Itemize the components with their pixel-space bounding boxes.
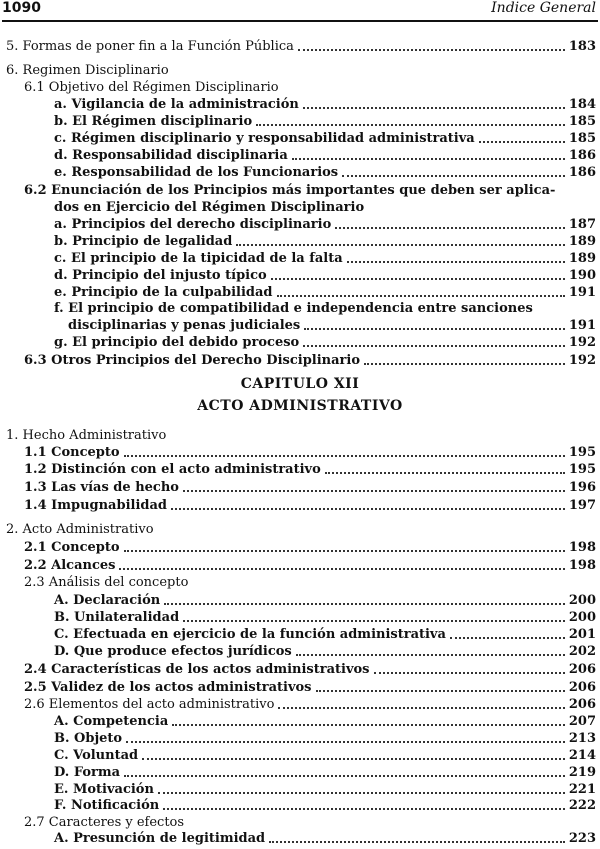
toc-entry bbox=[54, 747, 596, 765]
dot-leader bbox=[126, 730, 565, 743]
toc-entry-page: 196 bbox=[568, 480, 596, 495]
toc-entry-page: 222 bbox=[568, 798, 596, 813]
toc-entry-page: 186 bbox=[568, 148, 596, 163]
toc-entry-label: A. Declaración bbox=[54, 593, 161, 608]
toc-subheading: 2.3 Análisis del concepto bbox=[24, 575, 189, 590]
toc-entry-label: A. Competencia bbox=[54, 714, 169, 729]
toc-entry-page: 183 bbox=[568, 39, 596, 54]
toc-entry bbox=[54, 626, 596, 644]
dot-leader bbox=[298, 38, 565, 51]
dot-leader bbox=[183, 609, 565, 622]
toc-entry-label: 1.1 Concepto bbox=[24, 445, 120, 460]
dot-leader bbox=[163, 797, 565, 810]
toc-entry-page: 201 bbox=[568, 627, 596, 642]
toc-entry-label: c. Régimen disciplinario y responsabilidad administrativa bbox=[54, 131, 475, 146]
toc-entry-page: 214 bbox=[568, 748, 596, 763]
dot-leader bbox=[269, 830, 565, 843]
toc-entry bbox=[24, 696, 596, 714]
toc-entry bbox=[24, 352, 596, 370]
toc-entry-page: 223 bbox=[568, 831, 596, 846]
toc-entry-label: b. Principio de legalidad bbox=[54, 234, 233, 249]
dot-leader bbox=[364, 352, 565, 365]
toc-entry bbox=[54, 130, 596, 148]
toc-entry-label: 1.2 Distinción con el acto administrativo bbox=[24, 462, 321, 477]
toc-entry bbox=[24, 679, 596, 697]
toc-entry bbox=[54, 147, 596, 165]
toc-entry-label: A. Presunción de legitimidad bbox=[54, 831, 266, 846]
toc-entry-page: 221 bbox=[568, 782, 596, 797]
toc-subheading-continuation: dos en Ejercicio del Régimen Disciplinario bbox=[54, 200, 365, 215]
dot-leader bbox=[479, 130, 565, 143]
dot-leader bbox=[183, 479, 565, 492]
toc-entry-page: 206 bbox=[568, 697, 596, 712]
dot-leader bbox=[124, 764, 565, 777]
toc-subheading: 2.7 Caracteres y efectos bbox=[24, 815, 185, 830]
toc-entry-label-continuation: disciplinarias y penas judiciales bbox=[68, 318, 301, 333]
toc-entry bbox=[54, 267, 596, 285]
toc-entry-page: 195 bbox=[568, 445, 596, 460]
toc-entry-label: F. Notificación bbox=[54, 798, 160, 813]
toc-entry bbox=[6, 38, 596, 56]
toc-entry-label: e. Responsabilidad de los Funcionarios bbox=[54, 165, 339, 180]
toc-entry-label: 2.6 Elementos del acto administrativo bbox=[24, 697, 275, 712]
dot-leader bbox=[325, 461, 565, 474]
toc-entry bbox=[54, 830, 596, 848]
page-number: 1090 bbox=[2, 0, 41, 16]
dot-leader bbox=[347, 250, 565, 263]
toc-entry bbox=[54, 643, 596, 661]
toc-entry-label: C. Voluntad bbox=[54, 748, 139, 763]
running-title: Indice General bbox=[491, 0, 596, 16]
toc-entry bbox=[24, 661, 596, 679]
toc-entry-page: 200 bbox=[568, 610, 596, 625]
toc-entry-label: b. El Régimen disciplinario bbox=[54, 114, 253, 129]
toc-entry bbox=[24, 557, 596, 575]
dot-leader bbox=[335, 216, 565, 229]
toc-subheading: 6.1 Objetivo del Régimen Disciplinario bbox=[24, 80, 279, 95]
dot-leader bbox=[171, 497, 565, 510]
toc-entry bbox=[54, 764, 596, 782]
toc-entry-label: C. Efectuada en ejercicio de la función administrativa bbox=[54, 627, 446, 642]
toc-entry-label: 5. Formas de poner fin a la Función Pública bbox=[6, 39, 294, 54]
toc-entry-page: 206 bbox=[568, 680, 596, 695]
toc-entry-page: 189 bbox=[568, 251, 596, 266]
toc-entry bbox=[54, 797, 596, 815]
dot-leader bbox=[124, 539, 565, 552]
toc-entry-label: 2.2 Alcances bbox=[24, 558, 116, 573]
dot-leader bbox=[256, 113, 565, 126]
dot-leader bbox=[292, 147, 565, 160]
toc-entry bbox=[54, 216, 596, 234]
toc-entry-page: 198 bbox=[568, 540, 596, 555]
toc-entry bbox=[54, 250, 596, 268]
toc-entry-page: 202 bbox=[568, 644, 596, 659]
dot-leader bbox=[374, 661, 565, 674]
toc-entry bbox=[24, 479, 596, 497]
dot-leader bbox=[236, 233, 565, 246]
toc-entry bbox=[54, 233, 596, 251]
toc-entry-page: 198 bbox=[568, 558, 596, 573]
dot-leader bbox=[278, 696, 564, 709]
toc-entry-label: c. El principio de la tipicidad de la falta bbox=[54, 251, 343, 266]
dot-leader bbox=[271, 267, 565, 280]
toc-entry-label: D. Que produce efectos jurídicos bbox=[54, 644, 292, 659]
toc-entry-label: 6.3 Otros Principios del Derecho Disciplinario bbox=[24, 353, 360, 368]
toc-entry-page: 187 bbox=[568, 217, 596, 232]
chapter-title: ACTO ADMINISTRATIVO bbox=[197, 398, 403, 414]
dot-leader bbox=[158, 781, 565, 794]
dot-leader bbox=[119, 557, 564, 570]
page-header bbox=[2, 0, 598, 22]
toc-entry-page: 191 bbox=[568, 318, 596, 333]
toc-entry bbox=[54, 334, 596, 352]
toc-entry-label: f. El principio de compatibilidad e independencia entre sanciones bbox=[54, 301, 533, 316]
toc-entry bbox=[54, 713, 596, 731]
dot-leader bbox=[342, 164, 565, 177]
toc-heading: 2. Acto Administrativo bbox=[6, 522, 154, 537]
toc-entry-page: 189 bbox=[568, 234, 596, 249]
toc-entry bbox=[24, 461, 596, 479]
toc-entry-page: 213 bbox=[568, 731, 596, 746]
toc-entry-label: d. Responsabilidad disciplinaria bbox=[54, 148, 288, 163]
toc-entry-label: D. Forma bbox=[54, 765, 121, 780]
dot-leader bbox=[303, 96, 565, 109]
toc-entry-page: 192 bbox=[568, 335, 596, 350]
toc-entry bbox=[24, 497, 596, 515]
toc-entry-label: 1.3 Las vías de hecho bbox=[24, 480, 179, 495]
dot-leader bbox=[304, 317, 565, 330]
toc-entry-page: 219 bbox=[568, 765, 596, 780]
toc-entry-label: e. Principio de la culpabilidad bbox=[54, 285, 273, 300]
dot-leader bbox=[303, 334, 565, 347]
toc-subheading: 6.2 Enunciación de los Principios más importantes que deben ser aplica- bbox=[24, 183, 556, 198]
toc-entry-label: a. Principios del derecho disciplinario bbox=[54, 217, 332, 232]
dot-leader bbox=[164, 592, 565, 605]
toc-entry bbox=[54, 164, 596, 182]
dot-leader bbox=[450, 626, 565, 639]
toc-entry-page: 191 bbox=[568, 285, 596, 300]
toc-entry-page: 200 bbox=[568, 593, 596, 608]
chapter-number: CAPITULO XII bbox=[240, 376, 360, 392]
toc-entry-label: 2.5 Validez de los actos administrativos bbox=[24, 680, 312, 695]
toc-entry bbox=[24, 444, 596, 462]
dot-leader bbox=[296, 643, 565, 656]
toc-entry bbox=[24, 539, 596, 557]
toc-entry-page: 206 bbox=[568, 662, 596, 677]
toc-entry-page: 185 bbox=[568, 114, 596, 129]
toc-heading: 6. Regimen Disciplinario bbox=[6, 63, 169, 78]
toc-entry-page: 207 bbox=[568, 714, 596, 729]
toc-entry bbox=[54, 730, 596, 748]
dot-leader bbox=[277, 284, 565, 297]
toc-entry-page: 184 bbox=[568, 97, 596, 112]
toc-entry-label: 2.4 Características de los actos administrativos bbox=[24, 662, 370, 677]
toc-entry-label: B. Unilateralidad bbox=[54, 610, 180, 625]
dot-leader bbox=[142, 747, 565, 760]
toc-entry-label: E. Motivación bbox=[54, 782, 154, 797]
toc-entry-label: g. El principio del debido proceso bbox=[54, 335, 300, 350]
toc-entry bbox=[54, 609, 596, 627]
toc-entry bbox=[54, 592, 596, 610]
toc-entry-page: 190 bbox=[568, 268, 596, 283]
toc-entry-label: 2.1 Concepto bbox=[24, 540, 120, 555]
toc-entry bbox=[54, 113, 596, 131]
toc-entry-label: B. Objeto bbox=[54, 731, 123, 746]
dot-leader bbox=[124, 444, 565, 457]
toc-entry-page: 195 bbox=[568, 462, 596, 477]
toc-entry-page: 192 bbox=[568, 353, 596, 368]
toc-entry-label: d. Principio del injusto típico bbox=[54, 268, 267, 283]
toc-heading: 1. Hecho Administrativo bbox=[6, 428, 167, 443]
dot-leader bbox=[172, 713, 565, 726]
toc-entry bbox=[54, 96, 596, 114]
dot-leader bbox=[316, 679, 565, 692]
toc-entry-page: 197 bbox=[568, 498, 596, 513]
toc-entry-page: 185 bbox=[568, 131, 596, 146]
toc-entry-label: a. Vigilancia de la administración bbox=[54, 97, 299, 112]
toc-entry-label: 1.4 Impugnabilidad bbox=[24, 498, 167, 513]
toc-entry-page: 186 bbox=[568, 165, 596, 180]
toc-entry bbox=[68, 317, 596, 335]
